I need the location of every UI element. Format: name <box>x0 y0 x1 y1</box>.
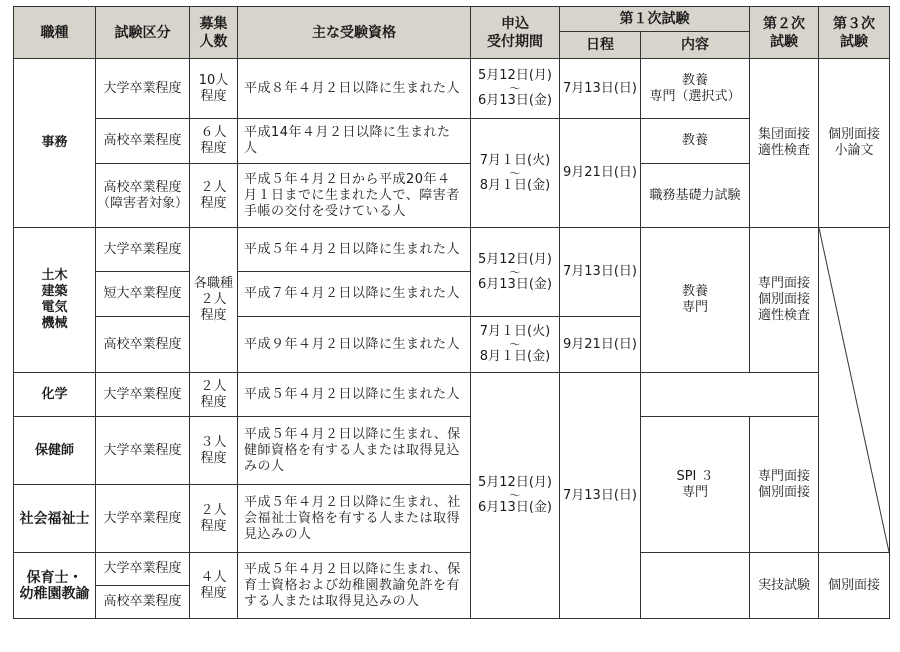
header-second-exam-line1: 第２次 <box>763 15 805 32</box>
period-start: 5月12日(月) <box>478 475 552 490</box>
job-jimu: 事務 <box>14 59 96 228</box>
count-line: ６人 <box>200 125 227 140</box>
qualification-cell: 平成７年４月２日以降に生まれた人 <box>238 272 471 317</box>
count-line: ４人 <box>200 569 227 585</box>
period-tilde: 〜 <box>509 166 521 180</box>
third-exam-line: 小論文 <box>834 143 874 158</box>
category-cell: 高校卒業程度 <box>96 317 190 373</box>
content-line: 教養 <box>681 284 708 299</box>
period-end: 6月13日(金) <box>478 276 552 292</box>
diagonal-line <box>819 228 889 552</box>
qualification-cell: 平成５年４月２日以降に生まれ、保健師資格を有する人または取得見込みの人 <box>238 417 471 485</box>
content-cell <box>641 228 750 373</box>
content-cell-empty <box>641 553 750 619</box>
second-exam-cell <box>750 59 819 228</box>
exam-schedule-table <box>13 6 890 619</box>
count-line: 程度 <box>200 88 227 104</box>
third-exam-line: 個別面接 <box>827 127 880 142</box>
header-application-period <box>471 7 560 59</box>
count-line: 程度 <box>200 141 227 156</box>
qualification-cell: 平成８年４月２日以降に生まれた人 <box>238 59 471 119</box>
period-cell <box>471 373 560 619</box>
date-cell: 7月13日(日) <box>560 373 641 619</box>
period-cell <box>471 119 560 228</box>
category-cell: 大学卒業程度 <box>96 485 190 553</box>
header-recruit-count-line2: 人数 <box>199 33 228 50</box>
second-exam-line: 適性検査 <box>757 308 810 323</box>
job-line: 土木 <box>41 268 68 283</box>
header-second-exam-line2: 試験 <box>770 33 798 50</box>
qualification-cell: 平成14年４月２日以降に生まれた人 <box>238 119 471 164</box>
category-cell: 大学卒業程度 <box>96 373 190 417</box>
date-cell: 9月21日(日) <box>560 119 641 228</box>
content-line: SPI ３ <box>676 468 714 484</box>
job-line: 電気 <box>41 300 68 315</box>
third-exam-cell: 個別面接 <box>819 553 890 619</box>
category-cell: 大学卒業程度 <box>96 228 190 272</box>
count-line: 程度 <box>200 450 227 466</box>
period-start: 5月12日(月) <box>478 68 552 83</box>
job-engineering <box>14 228 96 373</box>
count-cell <box>190 417 238 485</box>
header-first-exam-content: 内容 <box>641 32 750 59</box>
header-recruit-count <box>190 7 238 59</box>
date-cell: 9月21日(日) <box>560 317 641 373</box>
count-cell <box>190 164 238 228</box>
qualification-cell: 平成５年４月２日以降に生まれた人 <box>238 228 471 272</box>
count-cell <box>190 485 238 553</box>
content-line: 専門（選択式） <box>649 88 741 104</box>
header-third-exam <box>819 7 890 59</box>
qualification-cell: 平成５年４月２日以降に生まれた人 <box>238 373 471 417</box>
content-cell: 教養 <box>641 119 750 164</box>
count-cell <box>190 373 238 417</box>
content-cell <box>641 417 750 553</box>
second-exam-line: 集団面接 <box>757 127 810 142</box>
header-qualification: 主な受験資格 <box>238 7 471 59</box>
count-cell <box>190 59 238 119</box>
third-exam-not-applicable <box>819 228 890 553</box>
period-cell <box>471 59 560 119</box>
period-end: 8月１日(金) <box>479 349 551 364</box>
job-chemistry: 化学 <box>14 373 96 417</box>
content-cell: 職務基礎力試験 <box>641 164 750 228</box>
period-start: 5月12日(月) <box>478 251 552 267</box>
period-cell <box>471 317 560 373</box>
content-line: 教養 <box>681 72 708 88</box>
header-third-exam-line1: 第３次 <box>833 15 875 32</box>
header-third-exam-line2: 試験 <box>840 33 868 50</box>
count-line: ３人 <box>200 434 227 450</box>
second-exam-cell: 実技試験 <box>750 553 819 619</box>
job-public-health-nurse: 保健師 <box>14 417 96 485</box>
category-cell: 大学卒業程度 <box>96 553 190 586</box>
qualification-cell: 平成５年４月２日以降に生まれ、保育士資格および幼稚園教諭免許を有する人または取得見込みの人 <box>238 553 471 619</box>
qualification-cell: 平成９年４月２日以降に生まれた人 <box>238 317 471 373</box>
content-line: 専門 <box>681 484 708 500</box>
count-cell <box>190 228 238 373</box>
period-cell <box>471 228 560 317</box>
category-cell: 短大卒業程度 <box>96 272 190 317</box>
count-line: 程度 <box>200 394 227 410</box>
count-line: 程度 <box>200 195 227 211</box>
period-tilde: 〜 <box>509 338 521 351</box>
header-exam-category: 試験区分 <box>96 7 190 59</box>
category-line: （障害者対象） <box>96 195 188 211</box>
header-second-exam <box>750 7 819 59</box>
category-cell: 大学卒業程度 <box>96 59 190 119</box>
period-end: 6月13日(金) <box>478 500 552 515</box>
second-exam-line: 適性検査 <box>757 143 810 158</box>
period-end: 6月13日(金) <box>478 93 552 108</box>
qualification-cell: 平成５年４月２日以降に生まれ、社会福祉士資格を有する人または取得見込みの人 <box>238 485 471 553</box>
header-recruit-count-line1: 募集 <box>199 15 228 32</box>
count-line: ２人 <box>200 292 227 307</box>
job-line: 建築 <box>41 284 68 299</box>
count-line: 各職種 <box>193 276 233 291</box>
second-exam-cell <box>750 228 819 373</box>
count-line: ２人 <box>200 502 227 518</box>
header-job-type: 職種 <box>14 7 96 59</box>
second-exam-line: 個別面接 <box>757 292 810 307</box>
job-line: 保育士・ <box>26 569 83 586</box>
count-line: ２人 <box>200 179 227 195</box>
category-cell: 高校卒業程度 <box>96 586 190 619</box>
period-tilde: 〜 <box>509 82 521 95</box>
period-start: 7月１日(火) <box>479 324 551 339</box>
category-cell: 大学卒業程度 <box>96 417 190 485</box>
count-cell <box>190 553 238 619</box>
second-exam-line: 専門面接 <box>757 468 810 484</box>
job-nursery-kindergarten <box>14 553 96 619</box>
category-cell: 高校卒業程度 <box>96 119 190 164</box>
header-first-exam-date: 日程 <box>560 32 641 59</box>
count-line: 程度 <box>200 518 227 534</box>
header-first-exam: 第１次試験 <box>560 7 750 32</box>
count-line: 10人 <box>198 72 229 88</box>
count-line: 程度 <box>200 585 227 601</box>
category-cell <box>96 164 190 228</box>
date-cell: 7月13日(日) <box>560 228 641 317</box>
job-line: 機械 <box>41 316 68 331</box>
second-exam-cell <box>750 417 819 553</box>
exam-schedule-sheet <box>13 6 890 619</box>
category-line: 高校卒業程度 <box>103 179 182 195</box>
period-end: 8月１日(金) <box>479 177 551 193</box>
period-tilde: 〜 <box>509 489 521 502</box>
qualification-cell: 平成５年４月２日から平成20年４月１日までに生まれた人で、障害者手帳の交付を受けている人 <box>238 164 471 228</box>
job-line: 幼稚園教諭 <box>19 585 90 602</box>
third-exam-cell <box>819 59 890 228</box>
header-application-period-line2: 受付期間 <box>487 33 543 50</box>
count-line: 程度 <box>200 308 227 323</box>
period-tilde: 〜 <box>509 265 521 279</box>
content-cell <box>641 59 750 119</box>
content-line: 専門 <box>681 300 708 315</box>
second-exam-line: 個別面接 <box>757 484 810 500</box>
count-line: ２人 <box>200 378 227 394</box>
count-cell <box>190 119 238 164</box>
second-exam-line: 専門面接 <box>757 276 810 291</box>
date-cell: 7月13日(日) <box>560 59 641 119</box>
job-social-worker: 社会福祉士 <box>14 485 96 553</box>
period-start: 7月１日(火) <box>479 152 551 168</box>
header-application-period-line1: 申込 <box>501 15 529 32</box>
